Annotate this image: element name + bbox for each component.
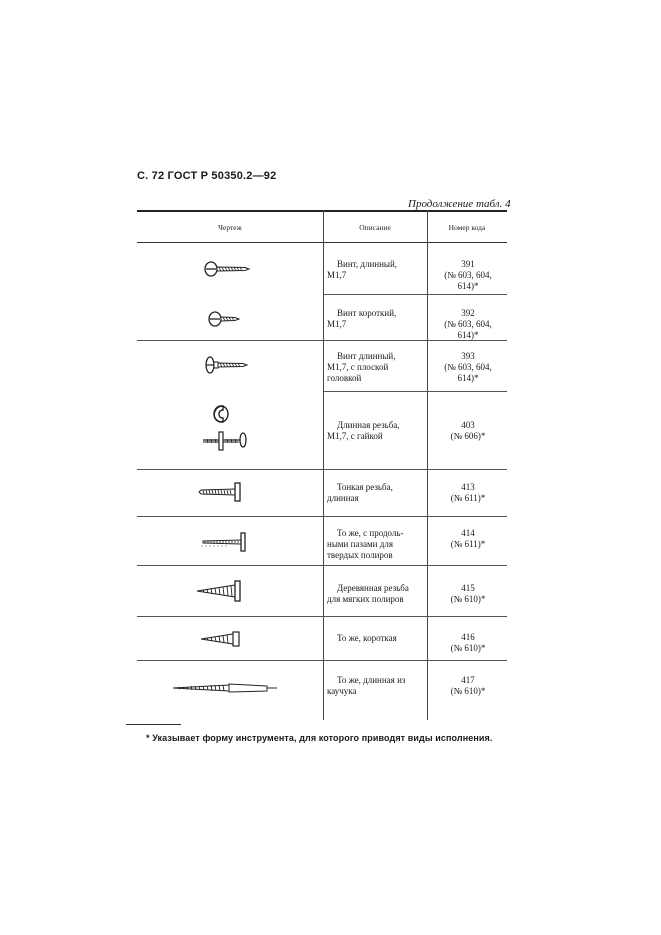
row-description: Тонкая резьба, длинная — [327, 482, 393, 503]
row-code: 391 (№ 603, 604, 614)* — [444, 259, 492, 291]
row-description: То же, с продоль- ными пазами для твердых полиров — [327, 528, 404, 560]
footnote: * Указывает форму инструмента, для которого приводят виды исполнения. — [146, 733, 493, 743]
table-top-rule — [137, 210, 507, 212]
column-header-drawing: Чертеж — [218, 223, 242, 232]
screw-flat-head-icon — [203, 354, 251, 376]
wood-thread-icon — [195, 578, 247, 604]
row-code: 393 (№ 603, 604, 614)* — [444, 351, 492, 383]
table-header-rule — [137, 242, 507, 243]
row-divider — [137, 516, 507, 517]
row-description: Винт, длинный, М1,7 — [327, 259, 398, 280]
row-description: Винт длинный, М1,7, с плоской головкой — [327, 351, 396, 383]
row-code: 403 (№ 606)* — [450, 420, 486, 441]
row-description: Длинная резьба, М1,7, с гайкой — [327, 420, 400, 441]
screw-short-icon — [205, 308, 245, 330]
page-header: С. 72 ГОСТ Р 50350.2—92 — [137, 170, 277, 182]
row-divider — [137, 469, 507, 470]
row-divider — [137, 616, 507, 617]
row-code: 413 (№ 611)* — [450, 482, 486, 503]
screw-long-icon — [201, 258, 253, 280]
row-divider — [323, 294, 507, 295]
short-wood-thread-icon — [199, 628, 247, 650]
screw-with-nut-icon — [199, 402, 251, 454]
row-divider — [137, 565, 507, 566]
row-code: 417 (№ 610)* — [450, 675, 486, 696]
column-divider — [427, 210, 428, 720]
table-continuation-label: Продолжение табл. 4 — [408, 198, 511, 210]
row-description: Деревянная резьба для мягких полиров — [327, 583, 409, 604]
row-code: 392 (№ 603, 604, 614)* — [444, 308, 492, 340]
long-grooved-thread-icon — [199, 530, 251, 554]
fine-thread-long-icon — [197, 480, 247, 504]
column-divider — [323, 210, 324, 720]
row-divider — [323, 391, 507, 392]
footnote-rule — [126, 724, 181, 725]
rubber-long-thread-icon — [171, 678, 279, 698]
row-divider — [137, 660, 507, 661]
column-header-code: Номер кода — [448, 223, 486, 232]
code-table — [137, 210, 507, 722]
row-description: То же, короткая — [337, 633, 397, 643]
row-description: Винт короткий, М1,7 — [327, 308, 397, 329]
row-code: 415 (№ 610)* — [450, 583, 486, 604]
row-description: То же, длинная из каучука — [327, 675, 406, 696]
row-code: 416 (№ 610)* — [450, 632, 486, 653]
column-header-description: Описание — [359, 223, 391, 232]
row-code: 414 (№ 611)* — [450, 528, 486, 549]
